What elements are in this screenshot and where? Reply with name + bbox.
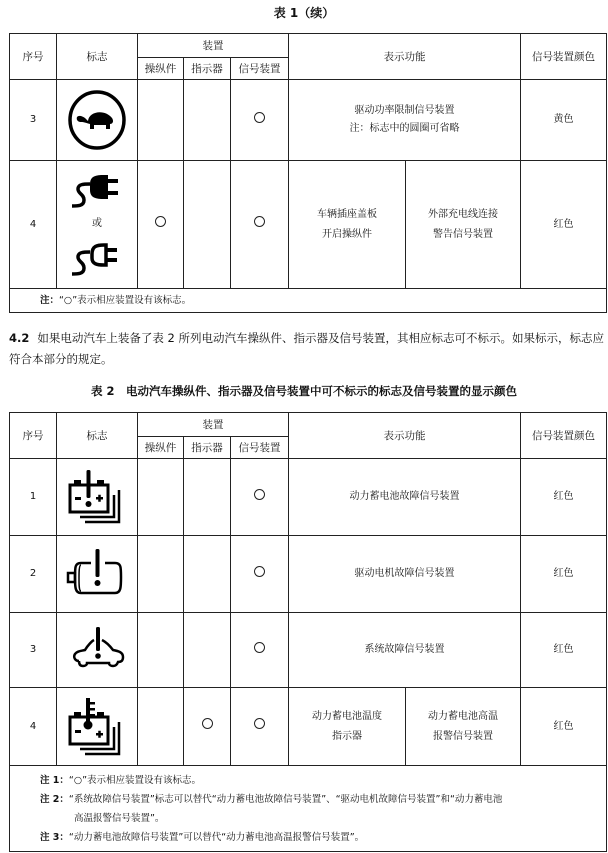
note-label: 注 1： bbox=[40, 774, 69, 786]
signal-mark-circle-icon bbox=[254, 642, 265, 653]
row-seq: 3 bbox=[10, 613, 57, 688]
row-function bbox=[289, 80, 521, 161]
indicator-mark-circle-icon bbox=[202, 718, 213, 729]
symbol-cell bbox=[57, 459, 138, 536]
plug-outline-icon bbox=[66, 240, 128, 278]
table-row bbox=[10, 161, 607, 289]
header-function: 表示功能 bbox=[289, 413, 521, 459]
row-function-right bbox=[406, 161, 521, 289]
paragraph-number: 4.2 bbox=[9, 331, 30, 345]
table1-note bbox=[10, 289, 607, 313]
note-text: “○”表示相应装置设有该标志。 bbox=[59, 295, 192, 306]
table-row bbox=[10, 80, 607, 161]
header-symbol: 标志 bbox=[57, 413, 138, 459]
row-function-right bbox=[406, 688, 521, 766]
header-symbol: 标志 bbox=[57, 34, 138, 80]
row-indicator bbox=[184, 613, 231, 688]
function-text: 报警信号装置 bbox=[433, 730, 494, 742]
motor-fault-icon bbox=[65, 543, 129, 605]
note-text: “○”表示相应装置设有该标志。 bbox=[68, 774, 202, 786]
row-control bbox=[138, 161, 184, 289]
row-color: 红色 bbox=[521, 161, 607, 289]
table-row bbox=[10, 688, 607, 766]
function-note: 注：标志中的圆圈可省略 bbox=[349, 123, 460, 134]
signal-mark-circle-icon bbox=[254, 489, 265, 500]
header-function: 表示功能 bbox=[289, 34, 521, 80]
note-label: 注 3： bbox=[40, 831, 69, 843]
row-signal bbox=[231, 161, 289, 289]
symbol-or-text: 或 bbox=[92, 217, 102, 229]
function-text: 动力蓄电池高温 bbox=[428, 710, 499, 722]
header-device-group: 装置 bbox=[138, 34, 289, 58]
row-indicator bbox=[184, 536, 231, 613]
signal-mark-circle-icon bbox=[254, 216, 265, 227]
symbol-cell bbox=[57, 688, 138, 766]
row-control bbox=[138, 613, 184, 688]
row-function-left bbox=[289, 161, 406, 289]
header-device-group: 装置 bbox=[138, 413, 289, 437]
row-indicator bbox=[184, 459, 231, 536]
header-control: 操纵件 bbox=[138, 58, 184, 80]
note-2 bbox=[40, 790, 602, 809]
row-color: 红色 bbox=[521, 688, 607, 766]
row-color: 红色 bbox=[521, 459, 607, 536]
symbol-cell bbox=[57, 80, 138, 161]
table2-notes bbox=[10, 766, 607, 852]
car-system-fault-icon bbox=[65, 619, 129, 681]
paragraph-4-2 bbox=[9, 328, 606, 370]
row-signal bbox=[231, 459, 289, 536]
note-3 bbox=[40, 828, 602, 847]
note-text: “系统故障信号装置”标志可以替代“动力蓄电池故障信号装置”、“驱动电机故障信号装置”和“动力蓄电池 bbox=[68, 793, 503, 805]
function-text: 车辆插座盖板 bbox=[317, 208, 378, 220]
signal-mark-circle-icon bbox=[254, 566, 265, 577]
symbol-cell bbox=[57, 536, 138, 613]
row-function: 动力蓄电池故障信号装置 bbox=[289, 459, 521, 536]
control-mark-circle-icon bbox=[155, 216, 166, 227]
row-signal bbox=[231, 536, 289, 613]
header-color: 信号装置颜色 bbox=[521, 34, 607, 80]
table-row bbox=[10, 613, 607, 688]
header-indicator: 指示器 bbox=[184, 437, 231, 459]
plug-filled-icon bbox=[66, 172, 128, 210]
signal-mark-circle-icon bbox=[254, 718, 265, 729]
battery-temperature-icon bbox=[65, 694, 129, 760]
note-label: 注： bbox=[40, 295, 60, 306]
header-seq: 序号 bbox=[10, 34, 57, 80]
function-text: 动力蓄电池温度 bbox=[312, 710, 383, 722]
table2-caption: 表 2 电动汽车操纵件、指示器及信号装置中可不标示的标志及信号装置的显示颜色 bbox=[90, 384, 517, 398]
header-signal: 信号装置 bbox=[231, 437, 289, 459]
function-text: 警告信号装置 bbox=[433, 228, 494, 240]
function-text: 外部充电线连接 bbox=[428, 208, 499, 220]
row-control bbox=[138, 80, 184, 161]
symbol-cell bbox=[57, 161, 138, 289]
note-label: 注 2： bbox=[40, 793, 69, 805]
row-color: 红色 bbox=[521, 613, 607, 688]
turtle-in-circle-icon bbox=[66, 89, 128, 151]
header-color: 信号装置颜色 bbox=[521, 413, 607, 459]
row-function: 驱动电机故障信号装置 bbox=[289, 536, 521, 613]
function-text: 驱动功率限制信号装置 bbox=[354, 105, 455, 116]
row-seq: 4 bbox=[10, 161, 57, 289]
row-color: 红色 bbox=[521, 536, 607, 613]
header-indicator: 指示器 bbox=[184, 58, 231, 80]
row-function: 系统故障信号装置 bbox=[289, 613, 521, 688]
row-seq: 1 bbox=[10, 459, 57, 536]
row-control bbox=[138, 536, 184, 613]
note-1 bbox=[40, 771, 602, 790]
row-indicator bbox=[184, 161, 231, 289]
row-indicator bbox=[184, 80, 231, 161]
row-control bbox=[138, 459, 184, 536]
header-signal: 信号装置 bbox=[231, 58, 289, 80]
note-text: “动力蓄电池故障信号装置”可以替代“动力蓄电池高温报警信号装置”。 bbox=[68, 831, 365, 843]
table-row bbox=[10, 536, 607, 613]
row-function-left bbox=[289, 688, 406, 766]
table1 bbox=[9, 33, 607, 313]
row-indicator bbox=[184, 688, 231, 766]
row-seq: 2 bbox=[10, 536, 57, 613]
battery-fault-icon bbox=[65, 466, 129, 528]
header-control: 操纵件 bbox=[138, 437, 184, 459]
row-color: 黄色 bbox=[521, 80, 607, 161]
paragraph-text: 如果电动汽车上装备了表 2 所列电动汽车操纵件、指示器及信号装置，其相应标志可不标示。如果标示，标志应符合本部分的规定。 bbox=[9, 331, 604, 366]
function-text: 指示器 bbox=[332, 730, 363, 742]
table1-caption: 表 1（续） bbox=[273, 6, 335, 20]
row-control bbox=[138, 688, 184, 766]
function-text: 开启操纵件 bbox=[322, 228, 373, 240]
row-signal bbox=[231, 688, 289, 766]
signal-mark-circle-icon bbox=[254, 112, 265, 123]
table-row bbox=[10, 459, 607, 536]
header-seq: 序号 bbox=[10, 413, 57, 459]
row-seq: 3 bbox=[10, 80, 57, 161]
note-2-continuation: 高温报警信号装置”。 bbox=[74, 812, 165, 824]
table2 bbox=[9, 412, 607, 852]
row-signal bbox=[231, 613, 289, 688]
row-seq: 4 bbox=[10, 688, 57, 766]
symbol-cell bbox=[57, 613, 138, 688]
row-signal bbox=[231, 80, 289, 161]
